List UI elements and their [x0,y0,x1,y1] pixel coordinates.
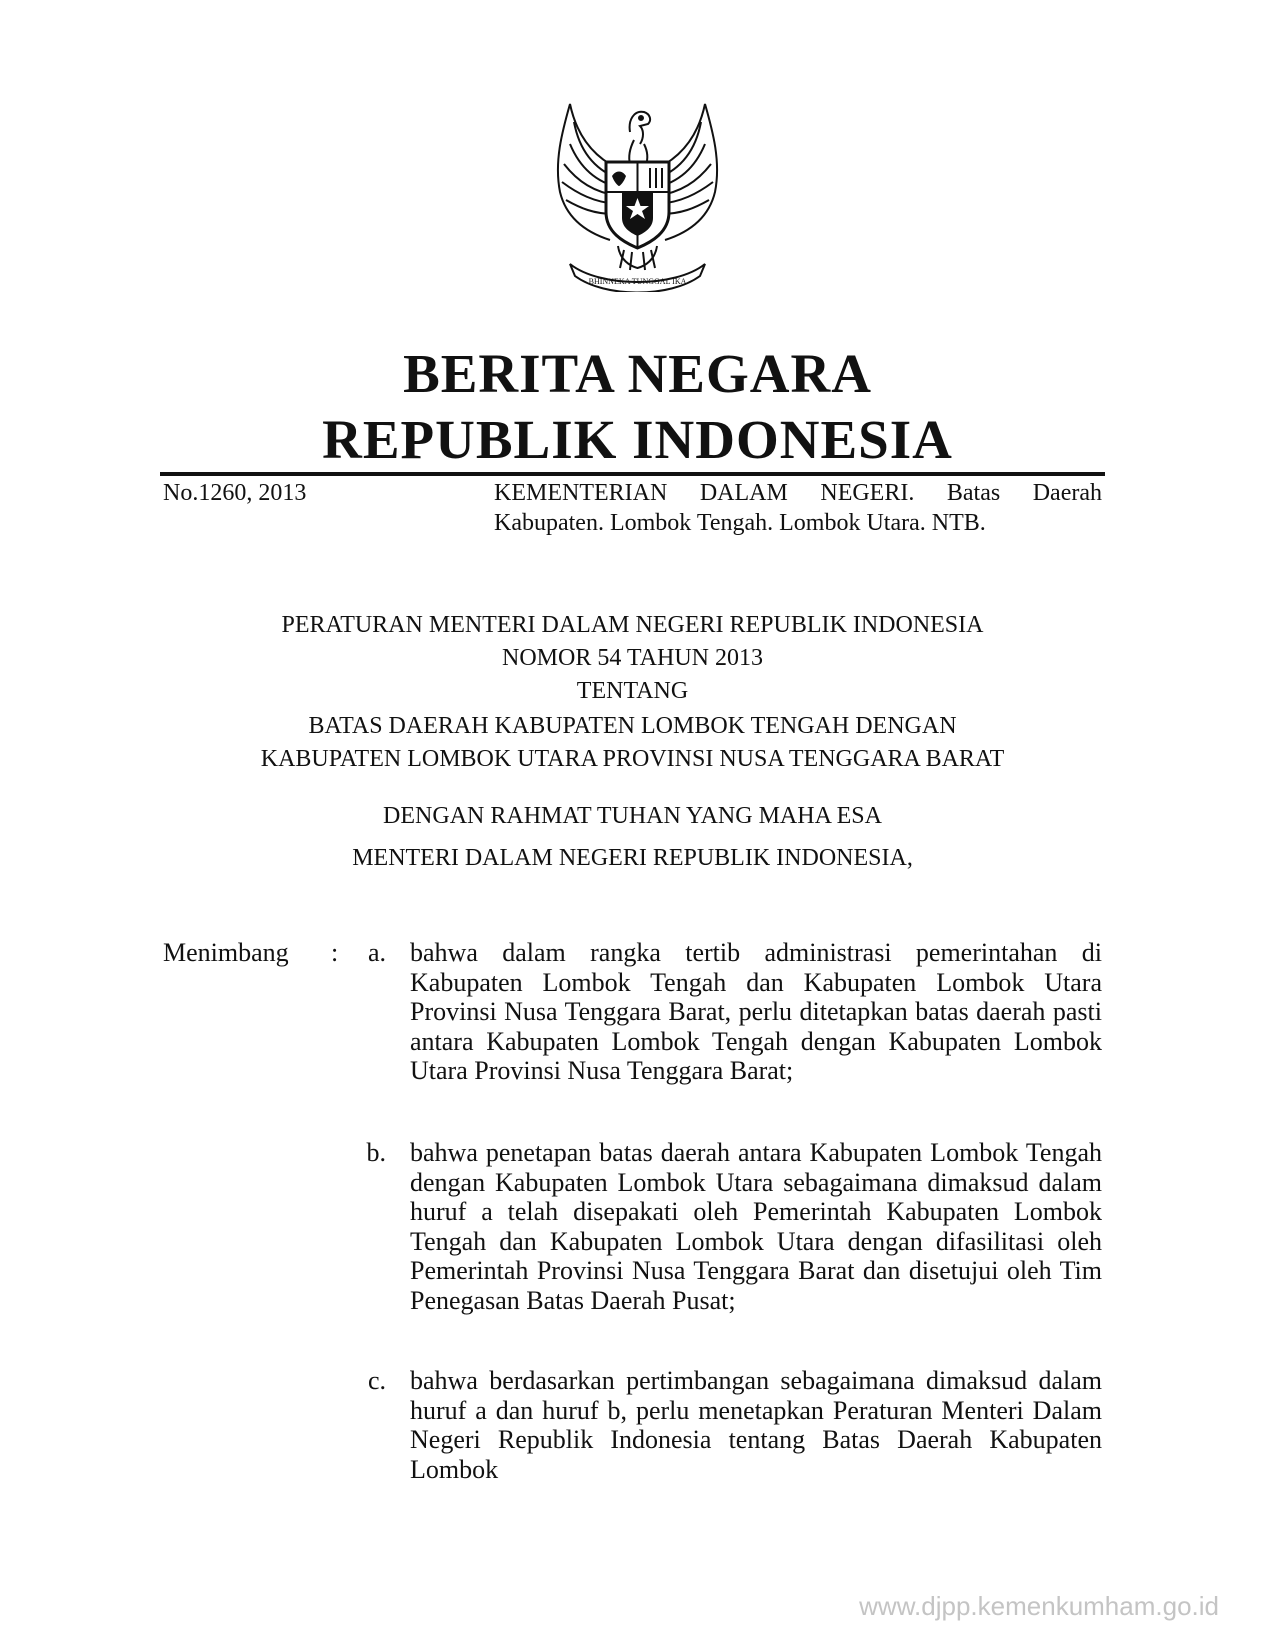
regulation-title: PERATURAN MENTERI DALAM NEGERI REPUBLIK INDONESIA [281,612,984,638]
considering-item-text: bahwa berdasarkan pertimbangan sebagaimana dimaksud dalam huruf a dan huruf b, perlu menetapkan Peraturan Menteri Dalam Negeri Republik Indonesia tentang Batas Daerah Kabupaten Lombok [410,1366,1102,1484]
emblem-motto: BHINNEKA TUNGGAL IKA [588,277,687,286]
garuda-pancasila-emblem-icon [540,92,735,292]
regulation-invocation: DENGAN RAHMAT TUHAN YANG MAHA ESA [383,803,882,829]
considering-item-letter: b. [366,1138,386,1167]
regulation-issuer: MENTERI DALAM NEGERI REPUBLIK INDONESIA, [352,845,913,871]
gazette-number: No.1260, 2013 [163,480,307,506]
masthead-divider [160,472,1105,476]
masthead-title-line2: REPUBLIK INDONESIA [322,409,953,470]
considering-item-text: bahwa dalam rangka tertib administrasi pemerintahan di Kabupaten Lombok Tengah dan Kabupaten Lombok Utara Provinsi Nusa Tenggara Barat, perlu ditetapkan batas daerah pasti antara Kabupaten Lombok Tengah dengan Kabupaten Lombok Utara Provinsi Nusa Tenggara Barat; [410,938,1102,1085]
considering-colon: : [331,938,339,967]
gazette-subject: KEMENTERIAN DALAM NEGERI. Batas Daerah Kabupaten. Lombok Tengah. Lombok Utara. NTB. [494,480,1102,536]
website-watermark: www.djpp.kemenkumham.go.id [859,1591,1219,1621]
regulation-subject-line1: BATAS DAERAH KABUPATEN LOMBOK TENGAH DENGAN [308,713,957,739]
considering-item-letter: c. [367,1366,386,1395]
considering-item-letter: a. [367,938,386,967]
masthead-title-line1: BERITA NEGARA [403,343,872,404]
regulation-subject-line2: KABUPATEN LOMBOK UTARA PROVINSI NUSA TENGGARA BARAT [260,746,1005,772]
regulation-number: NOMOR 54 TAHUN 2013 [502,645,763,671]
regulation-about: TENTANG [576,678,689,704]
considering-item-text: bahwa penetapan batas daerah antara Kabupaten Lombok Tengah dengan Kabupaten Lombok Utara sebagaimana dimaksud dalam huruf a telah disepakati oleh Pemerintah Kabupaten Lombok Tengah dan Kabupaten Lombok Utara dengan difasilitasi oleh Pemerintah Provinsi Nusa Tenggara Barat dan disetujui oleh Tim Penegasan Batas Daerah Pusat; [410,1138,1102,1315]
considering-label: Menimbang [163,938,289,967]
